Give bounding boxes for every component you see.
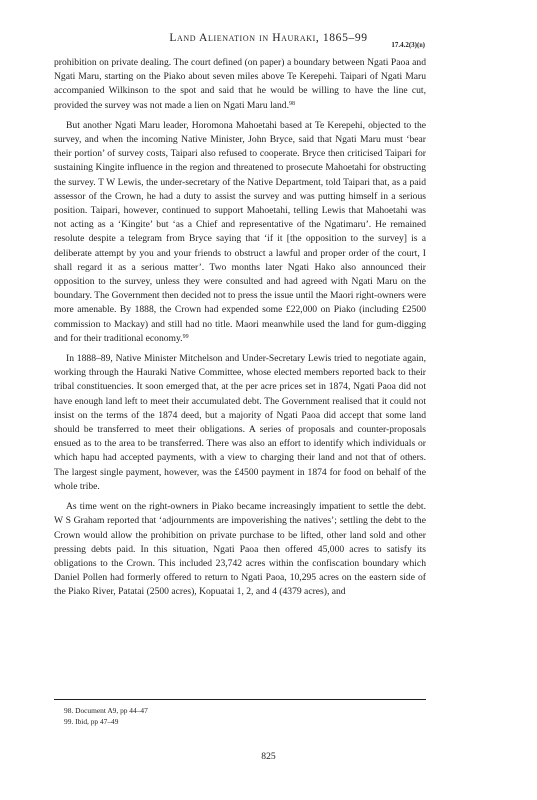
paragraph-2 xyxy=(54,119,426,346)
footnote-99 xyxy=(64,716,148,727)
paragraph-3 xyxy=(54,352,426,494)
paragraph-3-text: In 1888–89, Native Minister Mitchelson and Under-Secretary Lewis tried to negotiate again, working through the Hauraki Native Committee, whose elected members reported back to their tribal constituencies. It soon emerged that, at the per acre prices set in 1874, Ngati Paoa did not have enough land left to meet their accumulated debt. The Government realised that it could not insist on the terms of the 1874 deed, but a majority of Ngati Paoa did accept that some land should be transferred to meet their obligations. A series of proposals and counter-proposals ensued as to the area to be transferred. There was also an effort to identify which individuals or which hapu had accepted payments, with a view to charging their land and not that of others. The largest single payment, however, was the £4500 payment in 1874 for food on behalf of the whole tribe. xyxy=(54,353,426,492)
paragraph-1-text: prohibition on private dealing. The court defined (on paper) a boundary between Ngati Paoa and Ngati Maru, starting on the Piako about seven miles above Te Kerepehi. Taipari of Ngati Maru accompanied Wilkinson to the spot and said that he would be willing to have the line cut, provided the survey was not made a lien on Ngati Maru land. xyxy=(54,57,426,111)
footnote-text: Ibid, pp 47–49 xyxy=(75,717,119,726)
paragraph-4-text: As time went on the right-owners in Piako became increasingly impatient to settle the debt. W S Graham reported that ‘adjournments are impoverishing the natives’; settling the debt to the Crown would allow the prohibition on private purchase to be lifted, other land sold and other pressing debts paid. In this situation, Ngati Paoa then offered 45,000 acres to satisfy its obligations to the Crown. This included 23,742 acres within the confiscation boundary which Daniel Pollen had formerly offered to return to Ngati Paoa, 10,295 acres on the eastern side of the Piako River, Patatai (2500 acres), Kopuatai 1, 2, and 4 (4379 acres), and xyxy=(54,501,426,598)
footnotes xyxy=(64,705,148,727)
paragraph-4 xyxy=(54,500,426,599)
footnote-number: 98. xyxy=(64,706,74,715)
footnote-marker-98: 98 xyxy=(289,100,295,107)
page-number: 825 xyxy=(261,751,276,762)
paragraph-2-text: But another Ngati Maru leader, Horomona Mahoetahi based at Te Kerepehi, objected to the survey, and when the incoming Native Minister, John Bryce, said that Ngati Maru must ‘bear their portion’ of survey costs, Taipari also refused to cooperate. Bryce then criticised Taipari for sustaining Kingite influence in the region and threatened to prosecute Mahoetahi for obstructing the survey. T W Lewis, the under-secretary of the Native Department, told Taipari that, as a paid assessor of the Crown, he had a duty to assist the survey and was putting himself in a serious position. Taipari, however, continued to support Mahoetahi, telling Lewis that Mahoetahi was not acting as a ‘Kingite’ but ‘as a Chief and representative of the Ngatimaru’. He remained resolute despite a telegram from Bryce saying that ‘if it [the opposition to the survey] is a deliberate attempt by you and your friends to obstruct a lawful and proper order of the court, I shall regard it as a serious matter’. Two months later Ngati Hako also announced their opposition to the survey, unless they were consulted and had agreed with Ngati Maru on the boundary. The Government then decided not to press the issue until the Maori right-owners were more amenable. By 1888, the Crown had expended some £22,000 on Piako (including £2500 commission to Mackay) and still had no title. Maori meanwhile used the land for gum-digging and for their traditional economy. xyxy=(54,119,426,344)
footnote-text: Document A9, pp 44–47 xyxy=(75,706,148,715)
footnote-divider xyxy=(54,699,426,700)
footnote-marker-99: 99 xyxy=(182,333,189,340)
paragraph-1 xyxy=(54,56,426,113)
footnote-98 xyxy=(64,705,148,716)
body-text xyxy=(54,56,426,604)
footnote-number: 99. xyxy=(64,717,74,726)
running-head: Land Alienation in Hauraki, 1865–99 xyxy=(169,31,368,44)
section-reference: 17.4.2(3)(b) xyxy=(391,41,425,49)
